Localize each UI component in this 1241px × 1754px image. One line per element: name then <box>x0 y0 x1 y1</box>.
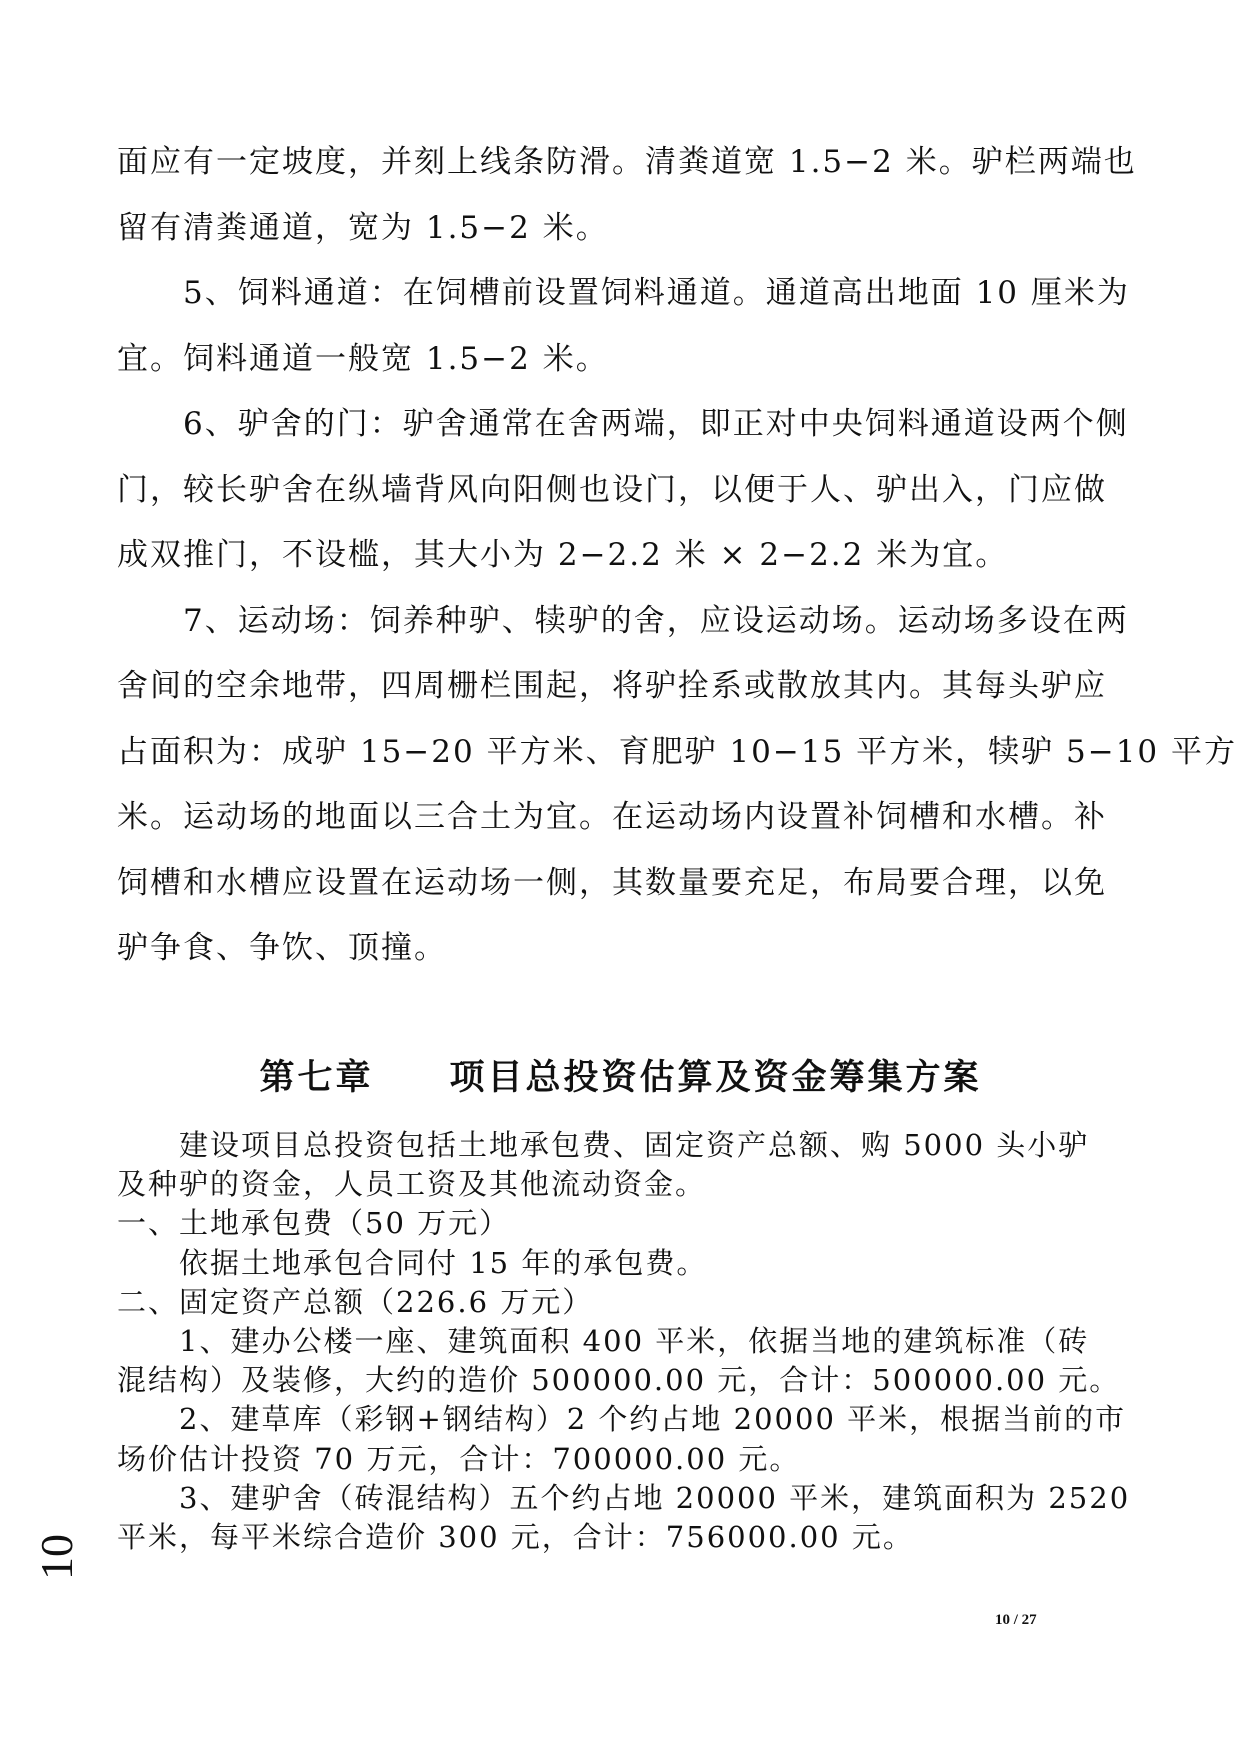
text-line: 宜。饲料通道一般宽 1.5−2 米。 <box>117 340 609 377</box>
text-line: 5、饲料通道：在饲槽前设置饲料通道。通道高出地面 10 厘米为 <box>117 275 1130 311</box>
text-line: 3、建驴舍（砖混结构）五个约占地 20000 平米，建筑面积为 2520 <box>117 1480 1131 1515</box>
text-line: 米。运动场的地面以三合土为宜。在运动场内设置补饲槽和水槽。补 <box>117 799 1107 835</box>
text-line: 1、建办公楼一座、建筑面积 400 平米，依据当地的建筑标准（砖 <box>117 1324 1090 1358</box>
text-line: 占面积为：成驴 15−20 平方米、育肥驴 10−15 平方米，犊驴 5−10 平方 <box>117 733 1238 770</box>
text-line: 2、建草库（彩钢+钢结构）2 个约占地 20000 平米，根据当前的市 <box>117 1402 1127 1437</box>
text-line: 平米，每平米综合造价 300 元，合计：756000.00 元。 <box>117 1520 914 1554</box>
text-line: 6、驴舍的门：驴舍通常在舍两端，即正对中央饲料通道设两个侧 <box>117 406 1129 442</box>
text-line: 建设项目总投资包括土地承包费、固定资产总额、购 5000 头小驴 <box>117 1128 1090 1162</box>
text-line: 一、土地承包费（50 万元） <box>117 1206 511 1241</box>
text-line: 门，较长驴舍在纵墙背风向阳侧也设门，以便于人、驴出入，门应做 <box>117 471 1107 508</box>
side-page-number: 10 <box>31 1534 82 1580</box>
text-line: 混结构）及装修，大约的造价 500000.00 元，合计：500000.00 元。 <box>117 1363 1121 1398</box>
page-indicator: 10 / 27 <box>995 1612 1037 1628</box>
text-line: 成双推门，不设槛，其大小为 2−2.2 米 × 2−2.2 米为宜。 <box>117 537 1009 573</box>
text-line: 饲槽和水槽应设置在运动场一侧，其数量要充足，布局要合理，以免 <box>117 864 1107 901</box>
text-line: 舍间的空余地带，四周栅栏围起，将驴拴系或散放其内。其每头驴应 <box>117 668 1107 704</box>
text-line: 留有清粪通道，宽为 1.5−2 米。 <box>117 209 609 246</box>
text-line: 场价估计投资 70 万元，合计：700000.00 元。 <box>117 1441 801 1476</box>
chapter-title: 第七章 项目总投资估算及资金筹集方案 <box>259 1058 982 1098</box>
text-line: 面应有一定坡度，并刻上线条防滑。清粪道宽 1.5−2 米。驴栏两端也 <box>117 144 1137 180</box>
text-line: 7、运动场：饲养种驴、犊驴的舍，应设运动场。运动场多设在两 <box>117 602 1129 639</box>
text-line: 二、固定资产总额（226.6 万元） <box>117 1284 594 1319</box>
text-line: 依据土地承包合同付 15 年的承包费。 <box>117 1245 708 1280</box>
text-line: 驴争食、争饮、顶撞。 <box>117 930 447 966</box>
text-line: 及种驴的资金，人员工资及其他流动资金。 <box>117 1167 707 1202</box>
